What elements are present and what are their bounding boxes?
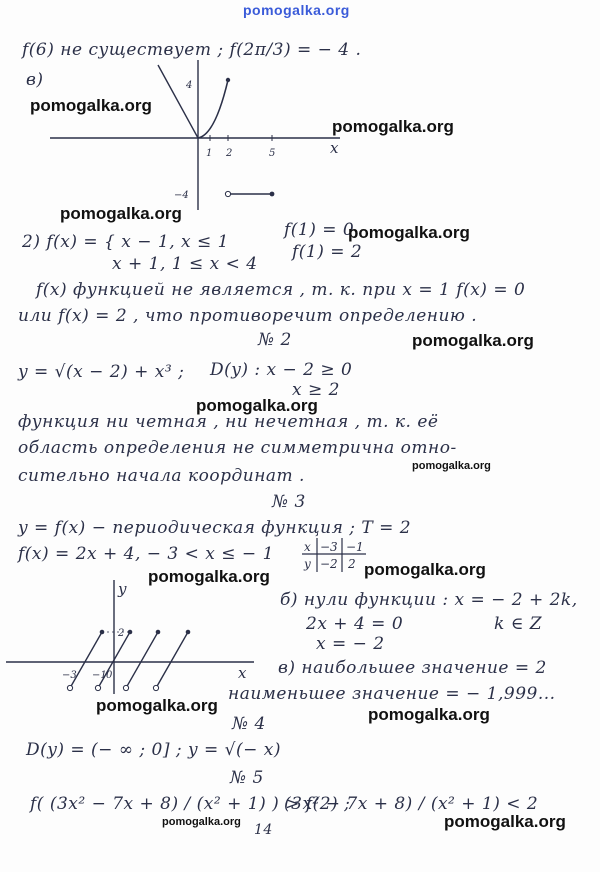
line-max: в) наибольшее значение = 2 — [278, 658, 547, 678]
line-piecewise-2: x + 1, 1 ≤ x < 4 — [112, 254, 258, 274]
table-x-2: −1 — [346, 540, 364, 554]
graph2-tick-0: 0 — [106, 670, 113, 681]
watermark[interactable]: pomogalka.org — [196, 396, 318, 415]
graph1-tick-ym4: −4 — [174, 190, 189, 201]
line-x-ge-2: x ≥ 2 — [292, 380, 340, 400]
watermark[interactable]: pomogalka.org — [444, 812, 566, 831]
table-x-1: −3 — [320, 540, 338, 554]
heading-no5: № 5 — [230, 768, 264, 788]
graph2-axis-x: x — [238, 664, 247, 682]
graph2-tick-m3: −3 — [62, 670, 77, 681]
line-periodic: y = f(x) − периодическая функция ; T = 2 — [18, 518, 412, 538]
watermark[interactable]: pomogalka.org — [60, 204, 182, 223]
graph2-axis-y: y — [118, 580, 127, 598]
watermark[interactable]: pomogalka.org — [364, 560, 486, 579]
graph1-axis-x: x — [330, 139, 339, 157]
line-f1-0: f(1) = 0 — [284, 220, 355, 240]
line-parity-1: функция ни четная , ни нечетная , т. к. её — [18, 412, 439, 432]
page-number: 14 — [254, 822, 273, 838]
line-x-m2: x = − 2 — [316, 634, 385, 654]
watermark[interactable]: pomogalka.org — [412, 331, 534, 350]
watermark[interactable]: pomogalka.org — [148, 567, 270, 586]
line-2x4: 2x + 4 = 0 — [306, 614, 404, 634]
graph1-tick-1: 1 — [206, 148, 213, 159]
line-not-function: f(x) функцией не является , т. к. при x = 1 f(x) = 0 — [36, 280, 526, 300]
table-y-head: y — [304, 557, 311, 571]
line-domain-4: D(y) = (− ∞ ; 0] ; y = √(− x) — [26, 740, 281, 760]
graph-periodic — [6, 580, 256, 696]
line-y-sqrt: y = √(x − 2) + x³ ; — [18, 362, 185, 382]
line-f-inequality: f( (3x² − 7x + 8) / (x² + 1) ) > f(2) ; — [30, 794, 351, 814]
watermark[interactable]: pomogalka.org — [162, 816, 241, 828]
line-k-in-z: k ∈ Z — [494, 614, 543, 634]
graph-piecewise-1 — [40, 60, 350, 220]
watermark[interactable]: pomogalka.org — [30, 96, 152, 115]
watermark[interactable]: pomogalka.org — [412, 460, 491, 472]
watermark[interactable]: pomogalka.org — [368, 705, 490, 724]
graph2-tick-m1: −1 — [92, 670, 107, 681]
watermark[interactable]: pomogalka.org — [348, 223, 470, 242]
line-f1-2: f(1) = 2 — [292, 242, 363, 262]
line-contradiction: или f(x) = 2 , что противоречит определению . — [18, 306, 478, 326]
line-fx-def: f(x) = 2x + 4, − 3 < x ≤ − 1 — [18, 544, 274, 564]
graph2-tick-2: 2 — [118, 628, 125, 639]
line-parity-3: сительно начала координат . — [18, 466, 305, 486]
line-domain: D(y) : x − 2 ≥ 0 — [210, 360, 353, 380]
graph1-tick-2: 2 — [226, 148, 233, 159]
line-piecewise-1: 2) f(x) = { x − 1, x ≤ 1 — [22, 232, 229, 252]
heading-no4: № 4 — [232, 714, 266, 734]
line-frac-inequality: (3x² − 7x + 8) / (x² + 1) < 2 — [284, 794, 539, 814]
line-parity-2: область определения не симметрична отно- — [18, 438, 457, 458]
line-min: наименьшее значение = − 1,999... — [228, 684, 556, 704]
heading-no2: № 2 — [258, 330, 292, 350]
watermark[interactable]: pomogalka.org — [96, 696, 218, 715]
table-y-2: 2 — [348, 557, 356, 571]
watermark[interactable]: pomogalka.org — [332, 117, 454, 136]
label-v: в) — [26, 70, 44, 90]
line-f6: f(6) не существует ; f(2π/3) = − 4 . — [22, 40, 362, 60]
watermark-top[interactable]: pomogalka.org — [243, 2, 350, 18]
graph1-tick-y4: 4 — [186, 80, 193, 91]
graph1-tick-5: 5 — [269, 148, 276, 159]
heading-no3: № 3 — [272, 492, 306, 512]
value-table — [300, 538, 370, 574]
table-x-head: x — [304, 540, 311, 554]
table-y-1: −2 — [320, 557, 338, 571]
line-zeros: б) нули функции : x = − 2 + 2k, — [280, 590, 578, 610]
